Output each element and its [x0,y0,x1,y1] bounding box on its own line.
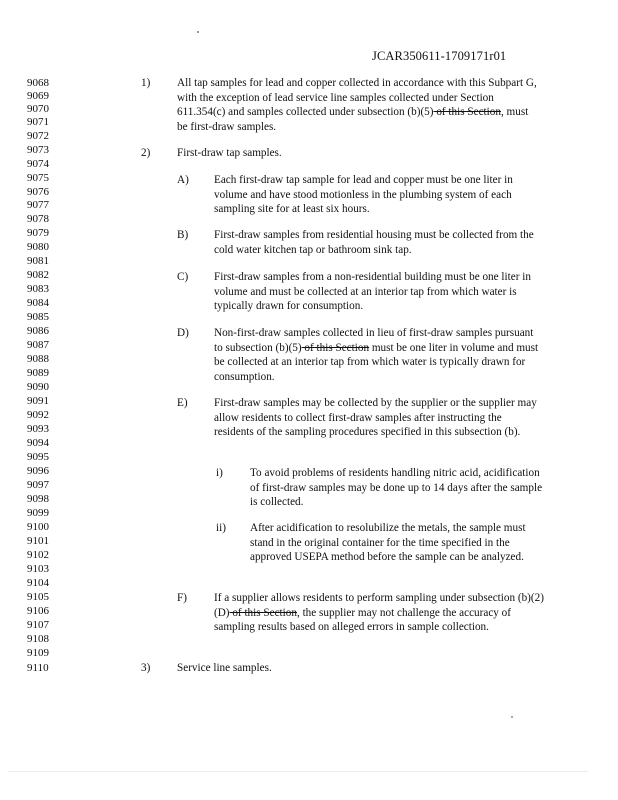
paragraph-text: If a supplier allows residents to perform sampling under subsection (b)(2)(D) [214,592,544,619]
line-number: 9105 [27,591,49,603]
line-number: 9082 [27,269,49,281]
line-number: 9110 [27,662,49,674]
line-number: 9092 [27,409,49,421]
line-number: 9080 [27,241,49,253]
line-number: 9103 [27,563,49,575]
paragraph-item-2: First-draw tap samples. [177,147,282,159]
line-number: 9081 [27,255,49,267]
line-number: 9093 [27,423,49,435]
line-number: 9089 [27,367,49,379]
item-label: ii) [216,522,226,534]
line-number: 9095 [27,451,49,463]
scan-speck [197,31,199,33]
line-number: 9072 [27,130,49,142]
item-label: E) [177,397,188,409]
line-number: 9098 [27,493,49,505]
line-number: 9099 [27,507,49,519]
item-label: D) [177,327,189,339]
line-number: 9101 [27,535,49,547]
item-label: F) [177,592,187,604]
paragraph-item-d [214,326,544,385]
paragraph-item-f [214,591,544,635]
paragraph-text: , must be first-draw samples. [177,106,529,134]
struck-text: of this Section [229,606,297,619]
line-number: 9104 [27,577,49,589]
paragraph-item-a: Each first-draw tap sample for lead and copper must be one liter in volume and have stood motionless in the plumbing system of each sampling site for at least six hours. [214,174,513,216]
line-number: 9086 [27,325,49,337]
line-number: 9109 [27,647,49,659]
item-label: A) [177,174,189,186]
line-number: 9069 [27,90,49,102]
line-number: 9077 [27,199,49,211]
line-number: 9083 [27,283,49,295]
page-edge-line [8,771,588,772]
line-number: 9079 [27,227,49,239]
item-label: C) [177,271,189,283]
paragraph-text: All tap samples for lead and copper collected in accordance with this Subpart G, with the exception of lead service line samples collected under Section 611.354(c) and samples collected under subsection (b)(5) [177,77,537,119]
paragraph-item-e: First-draw samples may be collected by the supplier or the supplier may allow residents to collect first-draw samples after instructing the residents of the sampling procedures specified in this subsection (b). [214,397,537,439]
line-number: 9097 [27,479,49,491]
line-number: 9087 [27,339,49,351]
item-label: 1) [141,77,151,89]
item-label: 2) [141,147,151,159]
line-number: 9071 [27,116,49,128]
line-number: 9090 [27,381,49,393]
paragraph-item-1 [177,76,537,135]
paragraph-item-c: First-draw samples from a non-residential building must be one liter in volume and must be collected at an interior tap from which water is typically drawn for consumption. [214,271,531,313]
item-label: i) [216,467,223,479]
paragraph-item-e-i: To avoid problems of residents handling nitric acid, acidification of first-draw samples may be done up to 14 days after the sample is collected. [250,467,543,509]
line-number: 9100 [27,521,49,533]
line-number: 9076 [27,186,49,198]
paragraph-item-b: First-draw samples from residential housing must be collected from the cold water kitchen tap or bathroom sink tap. [214,229,534,256]
paragraph-text: must be one liter in volume and must be collected at an interior tap from which water is typically drawn for consumption. [214,341,539,384]
item-label: B) [177,229,189,241]
item-label: 3) [141,662,151,674]
line-number: 9108 [27,633,49,645]
line-number: 9107 [27,619,49,631]
line-number: 9068 [27,77,49,89]
line-number: 9078 [27,213,49,225]
line-number: 9070 [27,103,49,115]
paragraph-item-3: Service line samples. [177,662,272,674]
line-number: 9094 [27,437,49,449]
line-number: 9074 [27,158,49,170]
paragraph-text: , the supplier may not challenge the accuracy of sampling results based on alleged errors in sample collection. [214,606,511,634]
line-number: 9075 [27,172,49,184]
line-number: 9073 [27,144,49,156]
line-number: 9085 [27,311,49,323]
paragraph-item-e-ii: After acidification to resolubilize the metals, the sample must stand in the original container for the time specified in the approved USEPA method before the sample can be analyzed. [250,522,526,564]
paragraph-text: Non-first-draw samples collected in lieu of first-draw samples pursuant to subsection (b)(5) [214,327,534,354]
line-number: 9091 [27,395,49,407]
line-number: 9088 [27,353,49,365]
document-id: JCAR350611-1709171r01 [372,49,507,63]
line-number: 9106 [27,605,49,617]
scan-speck [511,716,513,718]
struck-text: of this Section [433,106,501,119]
line-number: 9084 [27,297,49,309]
line-number: 9096 [27,465,49,477]
struck-text: of this Section [301,341,370,354]
line-number: 9102 [27,549,49,561]
